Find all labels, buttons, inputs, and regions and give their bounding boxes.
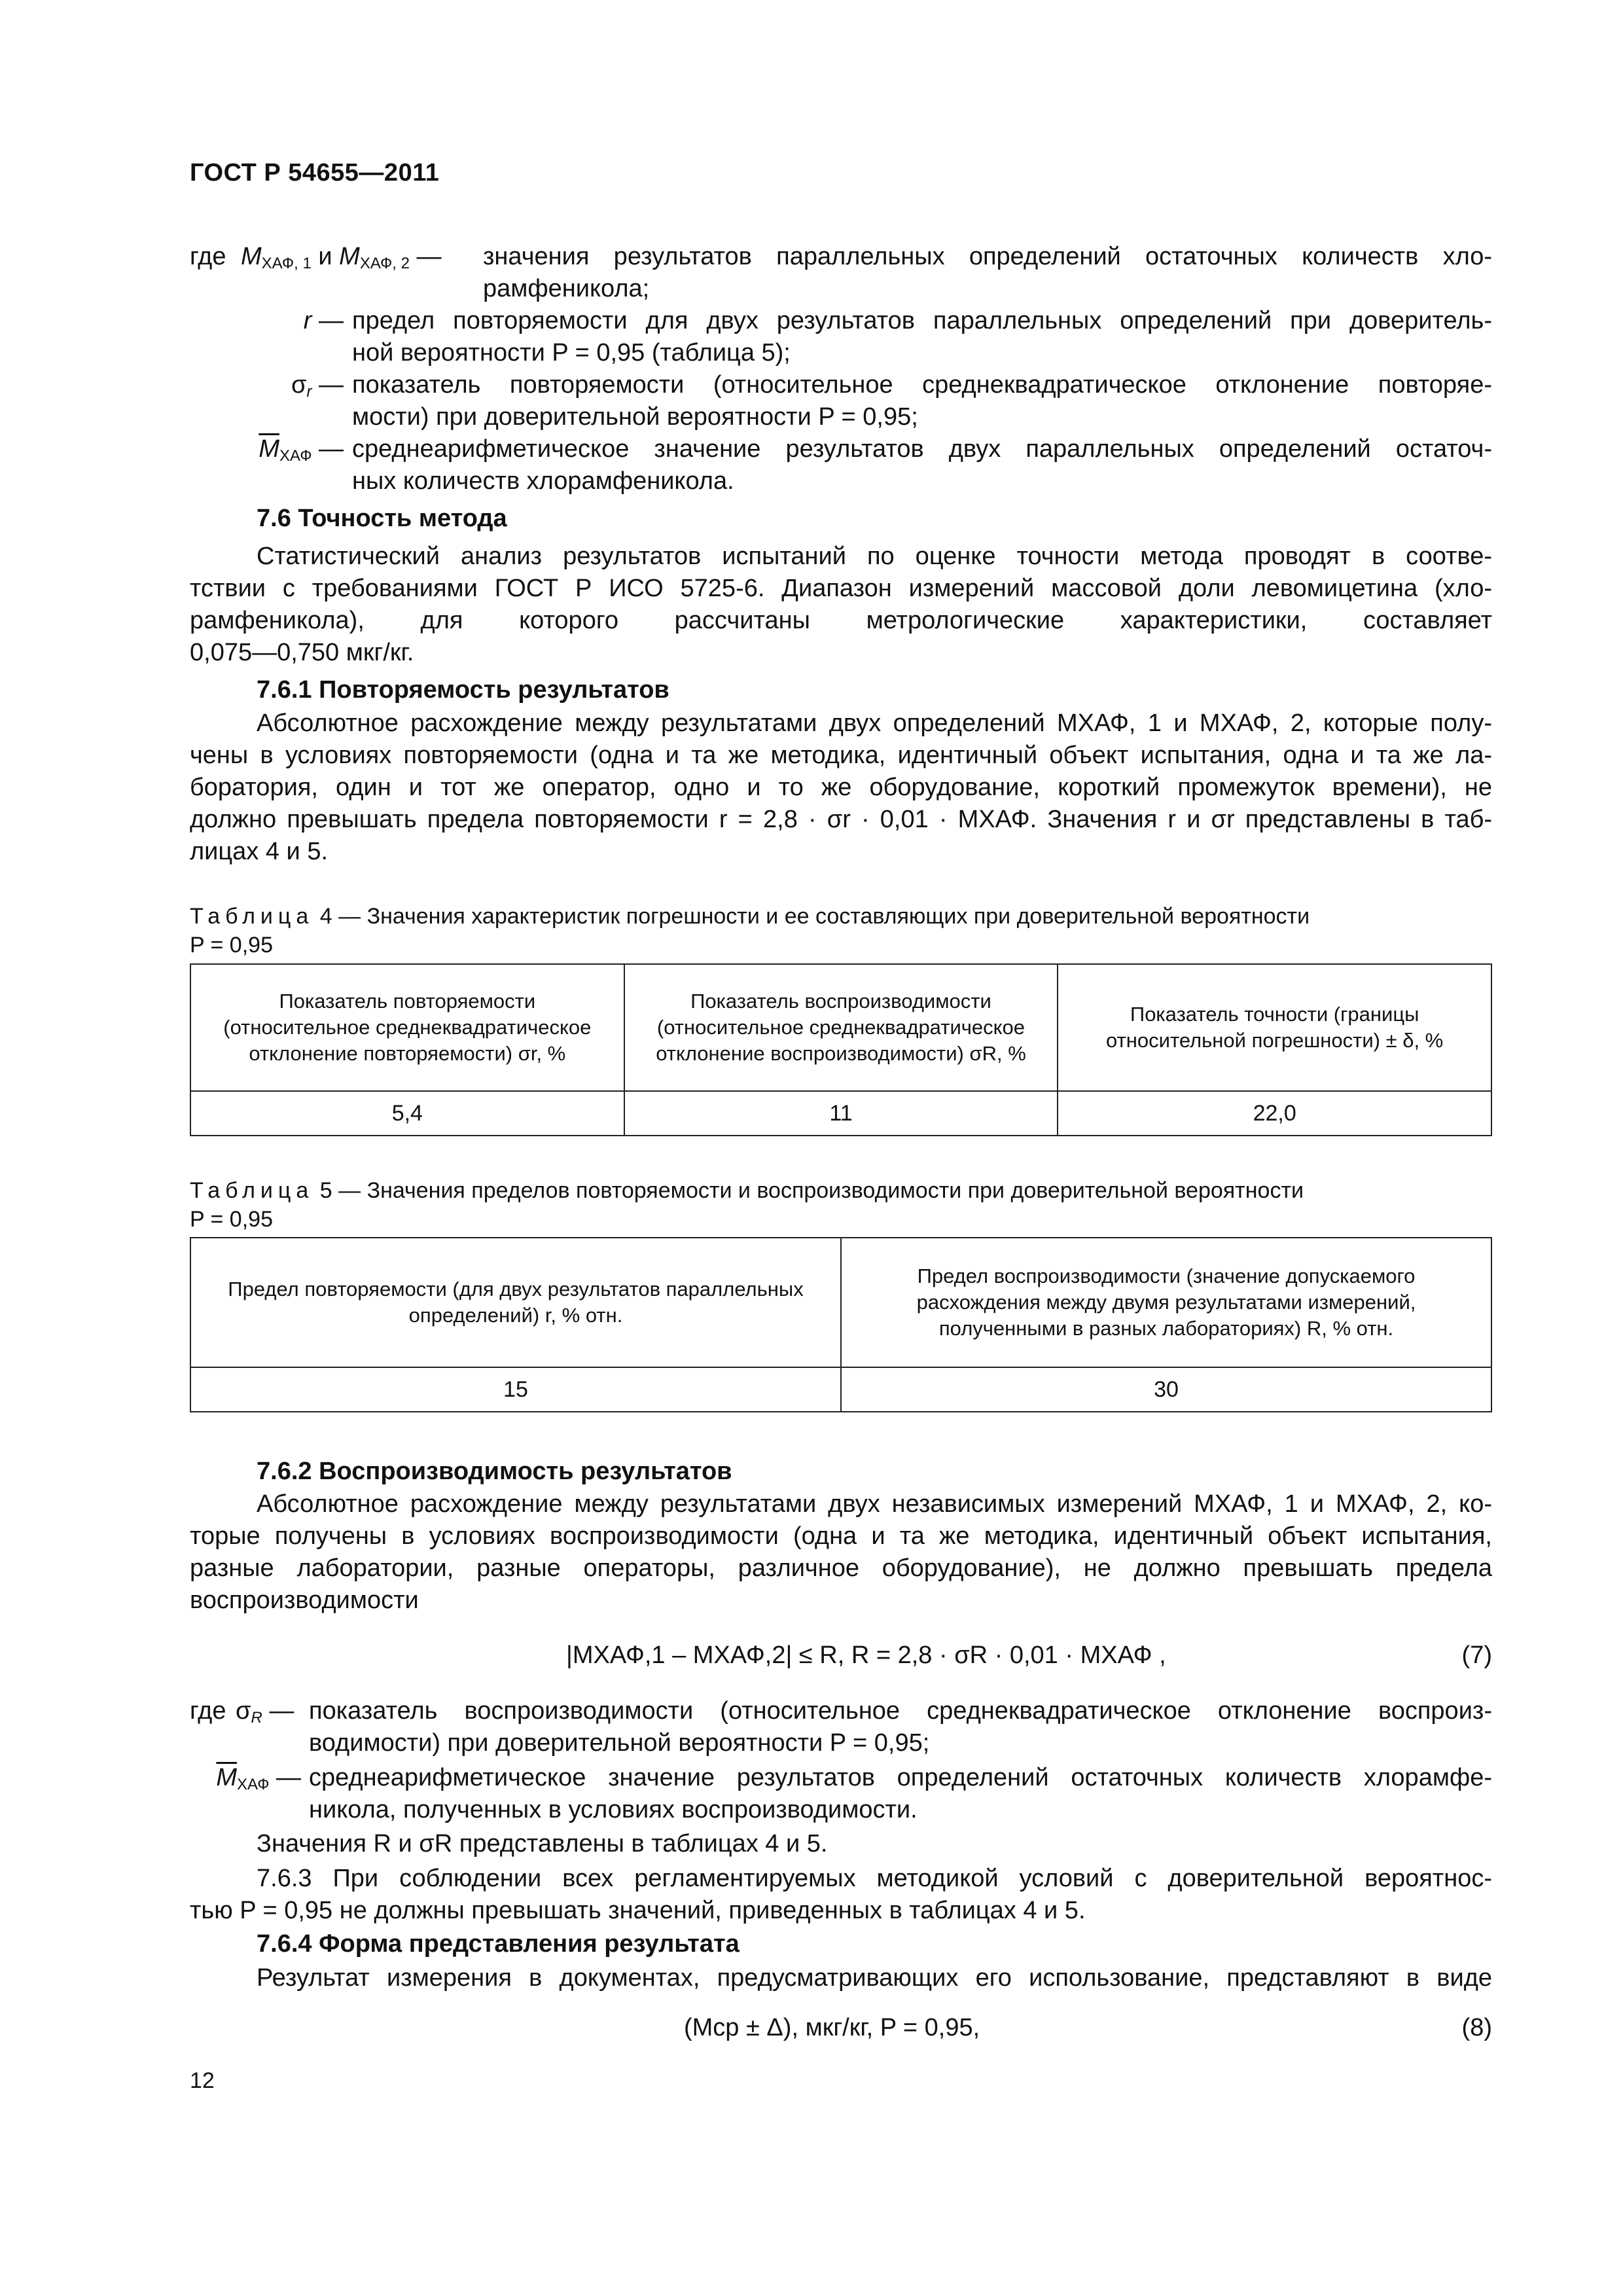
def-term-r: r — <box>303 307 344 334</box>
page-number: 12 <box>190 2068 215 2093</box>
formula-8: (Mср ± Δ), мкг/кг, P = 0,95, <box>684 2014 980 2041</box>
def-desc-line: никола, полученных в условиях воспроизводимости. <box>309 1796 918 1823</box>
paragraph-line: боратория, один и тот же оператор, одно и то же оборудование, короткий промежуток времени), не <box>190 774 1492 801</box>
table-5 <box>190 1237 1492 1412</box>
def-desc-line: водимости) при доверительной вероятности P = 0,95; <box>309 1729 930 1757</box>
paragraph-line: лицах 4 и 5. <box>190 838 329 865</box>
table-cell: 15 <box>190 1367 841 1412</box>
section-7-6-1-title: 7.6.1 Повторяемость результатов <box>257 676 669 704</box>
def-term-sigma-R: $\sigma_R$ — <box>236 1697 294 1727</box>
table-cell: 22,0 <box>1058 1091 1491 1136</box>
paragraph-line: Статистический анализ результатов испытаний по оценке точности метода проводят в соотве- <box>257 543 1492 570</box>
table-cell: 11 <box>624 1091 1058 1136</box>
table-header-cell: Предел повторяемости (для двух результатов параллельных определений) r, % отн. <box>190 1238 841 1367</box>
table-header-row <box>190 1238 1491 1367</box>
where-label-2: где <box>190 1697 226 1725</box>
table-row <box>190 1091 1491 1136</box>
table-cell: 30 <box>841 1367 1491 1412</box>
paragraph-line: торые получены в условиях воспроизводимости (одна и та же методика, идентичный объект испытания, <box>190 1522 1492 1550</box>
table4-caption: Таблица 4 — Значения характеристик погрешности и ее составляющих при доверительной вероятности <box>190 904 1310 929</box>
section-7-6-title: 7.6 Точность метода <box>257 505 507 532</box>
def-desc-line: предел повторяемости для двух результатов параллельных определений при доверитель- <box>352 307 1492 334</box>
paragraph-line: Результат измерения в документах, предусматривающих его использование, представляют в виде <box>257 1964 1492 1992</box>
paragraph-line: Абсолютное расхождение между результатами двух независимых измерений MХАФ, 1 и MХАФ, 2, ко- <box>257 1490 1492 1518</box>
def-desc-line: ной вероятности P = 0,95 (таблица 5); <box>352 339 791 367</box>
paragraph-line: должно превышать предела повторяемости r = 2,8 · σr · 0,01 · MХАФ. Значения r и σr представлены в таб- <box>190 806 1492 833</box>
paragraph-line: разные лаборатории, разные операторы, различное оборудование), не должно превышать предела <box>190 1554 1492 1582</box>
def-desc-line: среднеарифметическое значение результатов определений остаточных количеств хлорамфе- <box>309 1764 1492 1791</box>
table5-caption: Таблица 5 — Значения пределов повторяемости и воспроизводимости при доверительной вероятности <box>190 1178 1304 1203</box>
def-term-m-xaf: $M_{ХАФ, 1}$ и $M_{ХАФ, 2}$ — <box>241 243 442 272</box>
paragraph-line: 0,075—0,750 мкг/кг. <box>190 639 414 666</box>
def-desc-line: значения результатов параллельных определений остаточных количеств хло- <box>483 243 1492 270</box>
table-header-cell: Показатель точности (границы относительной погрешности) ± δ, % <box>1058 964 1491 1091</box>
table5-caption-line2: P = 0,95 <box>190 1207 273 1232</box>
table-cell: 5,4 <box>190 1091 624 1136</box>
table-4 <box>190 963 1492 1136</box>
document-header: ГОСТ Р 54655—2011 <box>190 159 440 187</box>
def-desc-line: рамфеникола; <box>483 275 650 302</box>
paragraph-line: Абсолютное расхождение между результатами двух определений MХАФ, 1 и MХАФ, 2, которые полу- <box>257 709 1492 737</box>
def-term-m-mean-2: $\overline{M}_{ХАФ}$ — <box>216 1764 301 1793</box>
formula-7: |MХАФ,1 – MХАФ,2| ≤ R, R = 2,8 · σR · 0,01 · MХАФ , <box>566 1641 1166 1669</box>
def-term-sigma-r: $\sigma_r$ — <box>291 371 344 401</box>
paragraph-line: тствии с требованиями ГОСТ Р ИСО 5725-6. Диапазон измерений массовой доли левомицетина (хло- <box>190 575 1492 602</box>
paragraph-line: 7.6.3 При соблюдении всех регламентируемых методикой условий с доверительной вероятнос- <box>257 1865 1492 1892</box>
table4-caption-line2: P = 0,95 <box>190 933 273 958</box>
def-desc-line: среднеарифметическое значение результатов двух параллельных определений остаточ- <box>352 435 1492 463</box>
where-label-1: где <box>190 243 226 270</box>
paragraph-line: рамфеникола), для которого рассчитаны метрологические характеристики, составляет <box>190 607 1492 634</box>
def-desc-line: мости) при доверительной вероятности P = 0,95; <box>352 403 918 431</box>
paragraph-line: тью P = 0,95 не должны превышать значений, приведенных в таблицах 4 и 5. <box>190 1897 1086 1924</box>
paragraph-line: Значения R и σR представлены в таблицах 4 и 5. <box>257 1830 828 1857</box>
paragraph-line: воспроизводимости <box>190 1587 419 1614</box>
def-desc-line: ных количеств хлорамфеникола. <box>352 467 734 495</box>
table-header-cell: Показатель повторяемости (относительное среднеквадратическое отклонение повторяемости) σr, % <box>190 964 624 1091</box>
table-header-cell: Показатель воспроизводимости (относительное среднеквадратическое отклонение воспроизводимости) σR, % <box>624 964 1058 1091</box>
def-term-m-mean: $\overline{M}_{ХАФ}$ — <box>259 435 344 465</box>
def-desc-line: показатель воспроизводимости (относительное среднеквадратическое отклонение воспроиз- <box>309 1697 1492 1725</box>
table-header-row <box>190 964 1491 1091</box>
formula-number-7: (7) <box>1461 1641 1492 1669</box>
paragraph-line: чены в условиях повторяемости (одна и та же методика, идентичный объект испытания, одна и та же ла- <box>190 742 1492 769</box>
section-7-6-4-title: 7.6.4 Форма представления результата <box>257 1930 740 1958</box>
section-7-6-2-title: 7.6.2 Воспроизводимость результатов <box>257 1458 732 1485</box>
table-row <box>190 1367 1491 1412</box>
formula-number-8: (8) <box>1461 2014 1492 2041</box>
def-desc-line: показатель повторяемости (относительное среднеквадратическое отклонение повторяе- <box>352 371 1492 399</box>
table-header-cell: Предел воспроизводимости (значение допускаемого расхождения между двумя результатами измерений, полученными в разных лабораториях) R, % отн. <box>841 1238 1491 1367</box>
